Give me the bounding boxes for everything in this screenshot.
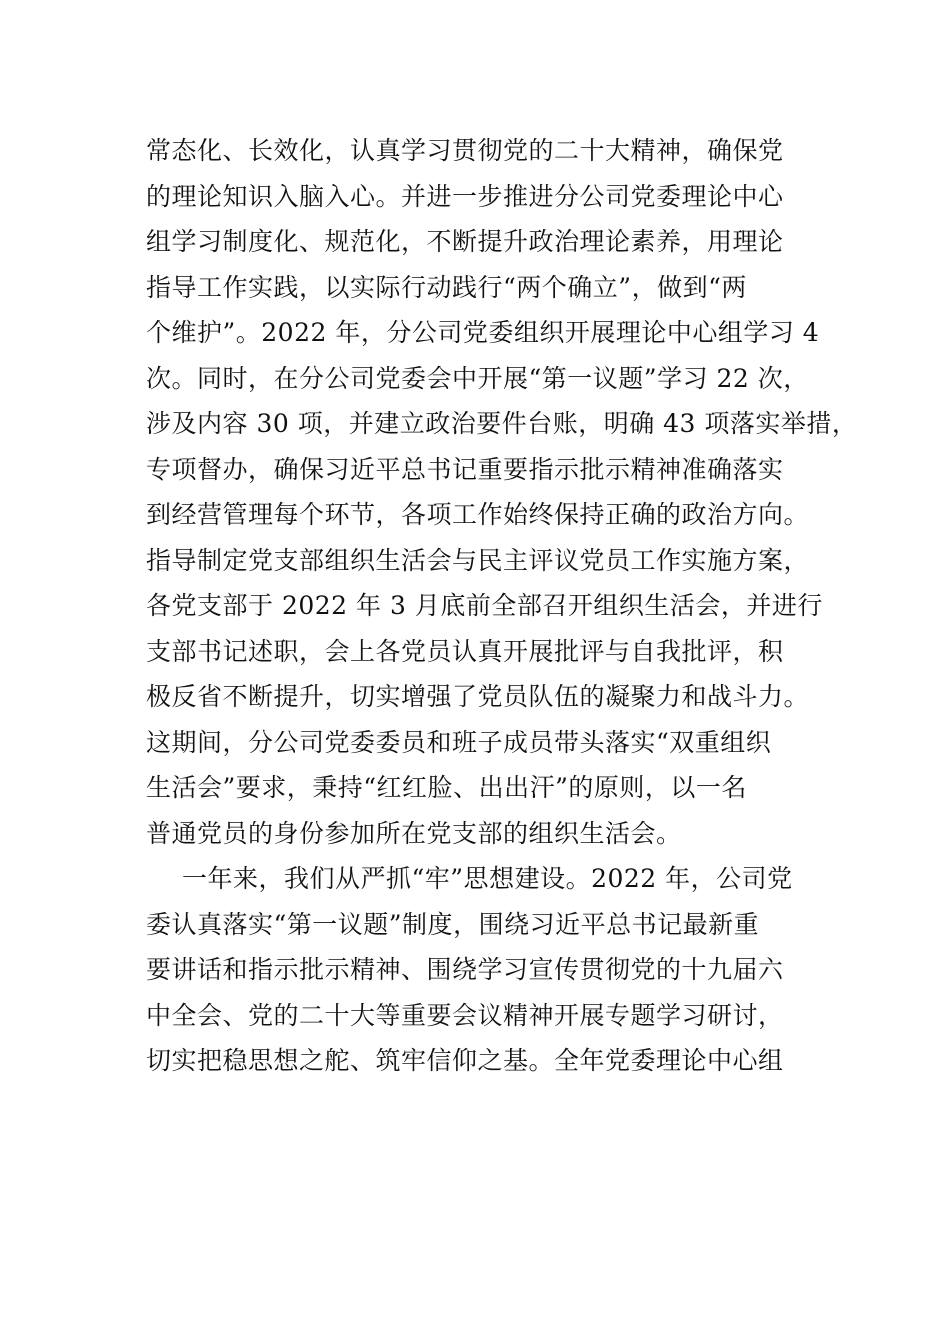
document-body xyxy=(146,128,858,1084)
paragraph-first-line: 一年来，我们从严抓“牢”思想建设。2022 年，公司党 xyxy=(182,864,793,893)
text-line: 专项督办，确保习近平总书记重要指示批示精神准确落实 xyxy=(146,454,784,484)
text-line: 指导制定党支部组织生活会与民主评议党员工作实施方案， xyxy=(146,545,810,575)
text-line: 中全会、党的二十大等重要会议精神开展专题学习研讨， xyxy=(146,1000,784,1030)
text-line: 委认真落实“第一议题”制度，围绕习近平总书记最新重 xyxy=(146,909,760,939)
text-line: 涉及内容 30 项，并建立政治要件台账，明确 43 项落实举措， xyxy=(146,409,858,438)
text-line: 常态化、长效化，认真学习贯彻党的二十大精神，确保党 xyxy=(146,136,784,165)
text-line: 普通党员的身份参加所在党支部的组织生活会。 xyxy=(146,818,682,848)
text-line: 支部书记述职，会上各党员认真开展批评与自我批评，积 xyxy=(146,636,784,666)
text-line: 极反省不断提升，切实增强了党员队伍的凝聚力和战斗力。 xyxy=(146,682,810,711)
text-line: 指导工作实践，以实际行动践行“两个确立”，做到“两 xyxy=(146,272,747,302)
text-line: 这期间，分公司党委委员和班子成员带头落实“双重组织 xyxy=(146,727,772,757)
text-line: 各党支部于 2022 年 3 月底前全部召开组织生活会，并进行 xyxy=(146,591,823,620)
text-line: 组学习制度化、规范化，不断提升政治理论素养，用理论 xyxy=(146,227,784,256)
text-line: 个维护”。2022 年，分公司党委组织开展理论中心组学习 4 xyxy=(146,318,820,347)
text-line: 次。同时，在分公司党委会中开展“第一议题”学习 22 次， xyxy=(146,363,809,393)
text-line: 的理论知识入脑入心。并进一步推进分公司党委理论中心 xyxy=(146,181,784,211)
text-line: 生活会”要求，秉持“红红脸、出出汗”的原则，以一名 xyxy=(146,773,747,802)
text-line: 要讲话和指示批示精神、围绕学习宣传贯彻党的十九届六 xyxy=(146,955,784,984)
text-line: 切实把稳思想之舵、筑牢信仰之基。全年党委理论中心组 xyxy=(146,1046,784,1075)
text-line: 到经营管理每个环节，各项工作始终保持正确的政治方向。 xyxy=(146,500,810,529)
